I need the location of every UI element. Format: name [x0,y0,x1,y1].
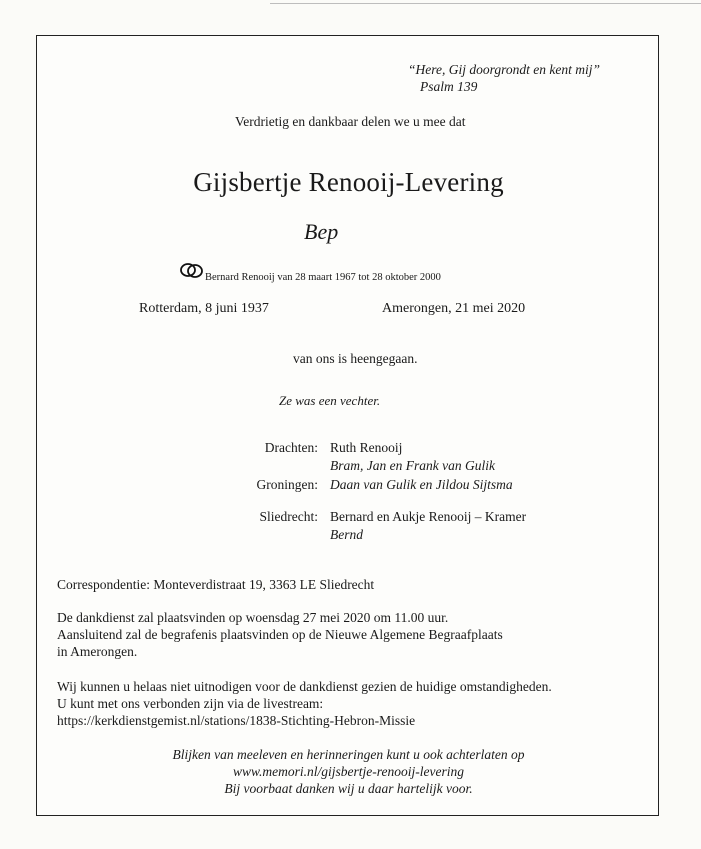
wedding-rings-icon [179,260,205,280]
family-place: Sliedrecht: [259,509,318,524]
family-place: Groningen: [256,477,318,492]
livestream-line: U kunt met ons verbonden zijn via de livestream: [57,696,324,711]
passed-text: van ons is heengegaan. [293,351,418,366]
memori-url: www.memori.nl/gijsbertje-renooij-levering [233,764,464,779]
family-name: Bram, Jan en Frank van Gulik [330,458,495,473]
fighter-text: Ze was een vechter. [279,393,381,408]
closing-line: Bij voorbaat danken wij u daar hartelijk voor. [224,781,473,796]
birth-place-date: Rotterdam, 8 juni 1937 [139,301,269,316]
livestream-line: Wij kunnen u helaas niet uitnodigen voor de dankdienst gezien de huidige omstandigheden. [57,679,552,694]
family-name: Bernd [330,527,363,542]
marriage-line: Bernard Renooij van 28 maart 1967 tot 28 oktober 2000 [205,272,441,283]
epigraph-reference: Psalm 139 [420,79,478,94]
deceased-nickname: Bep [304,219,339,244]
correspondence-address: Correspondentie: Monteverdistraat 19, 3363 LE Sliedrecht [57,577,375,592]
scan-edge-line [270,3,701,4]
intro-text: Verdrietig en dankbaar delen we u mee dat [235,114,466,129]
service-line: De dankdienst zal plaatsvinden op woensdag 27 mei 2020 om 11.00 uur. [57,610,449,625]
family-name: Ruth Renooij [330,440,403,455]
family-place: Drachten: [264,440,318,455]
family-name: Daan van Gulik en Jildou Sijtsma [330,477,513,492]
death-place-date: Amerongen, 21 mei 2020 [382,301,526,316]
obituary-card [36,35,659,816]
livestream-url: https://kerkdienstgemist.nl/stations/1838-Stichting-Hebron-Missie [57,713,416,728]
epigraph-quote: “Here, Gij doorgrondt en kent mij” [408,62,600,77]
closing-line: Blijken van meeleven en herinneringen kunt u ook achterlaten op [172,747,525,762]
service-line: Aansluitend zal de begrafenis plaatsvinden op de Nieuwe Algemene Begraafplaats [57,627,503,642]
family-name: Bernard en Aukje Renooij – Kramer [330,509,527,524]
deceased-name: Gijsbertje Renooij-Levering [193,167,504,197]
service-line: in Amerongen. [57,644,138,659]
